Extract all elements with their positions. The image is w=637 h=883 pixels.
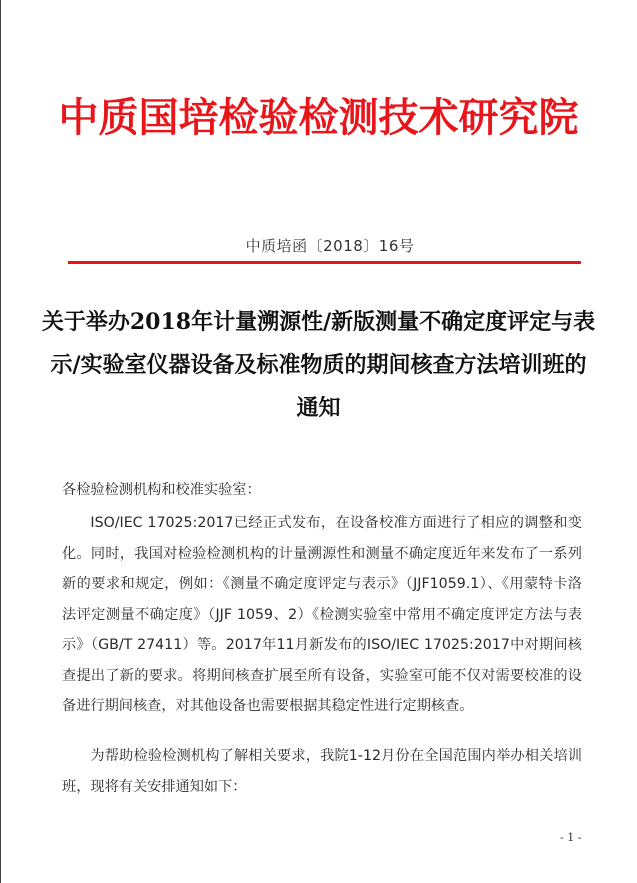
salutation: 各检验检测机构和校准实验室： [62, 482, 261, 498]
organization-header: 中质国培检验检测技术研究院 [58, 94, 579, 141]
header-divider [68, 261, 581, 264]
notice-title: 关于举办2018年计量溯源性/新版测量不确定度评定与表示/实验室仪器设备及标准物质的期间核查方法培训班的通知 [41, 309, 596, 421]
page-number: - 1 - [560, 831, 582, 844]
body-paragraph: 为帮助检验检测机构了解相关要求，我院1-12月份在全国范围内举办相关培训班，现将有关安排通知如下： [62, 748, 582, 795]
body-paragraph: ISO/IEC 17025:2017已经正式发布，在设备校准方面进行了相应的调整和变化。同时，我国对检验检测机构的计量溯源性和测量不确定度近年来发布了一系列新的要求和规定，例如：《测量不确定度评定与表示》（JJF1059.1）、《用蒙特卡洛法评定测量不确定度》（JJF 1059、2）《检测实验室中常用不确定度评定方法与表示》（GB/T 27411）等。2017年11月新发布的ISO/IEC 17025:2017中对期间核查提出了新的要求。将期间核查扩展至所有设备，实验室可能不仅对需要校准的设备进行期间核查，对其他设备也需要根据其稳定性进行定期核查。 [62, 515, 582, 714]
document-number: 中质培函〔2018〕16号 [245, 237, 415, 255]
